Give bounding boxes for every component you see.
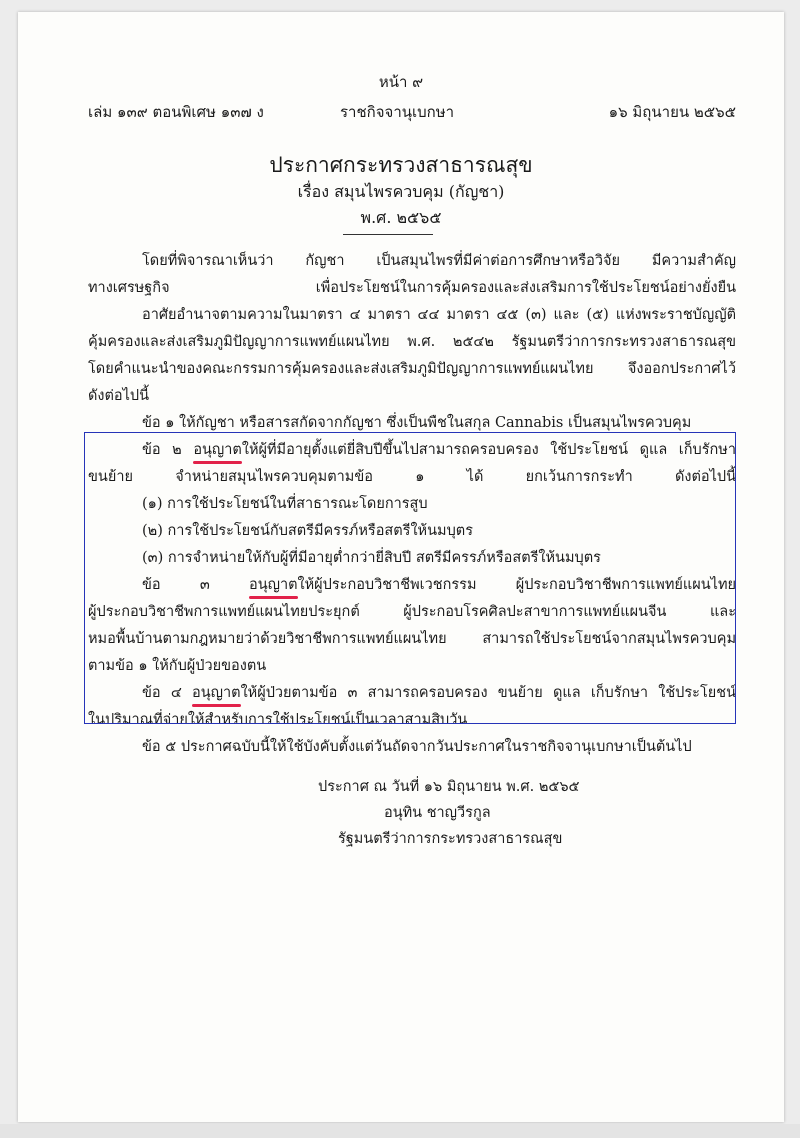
announce-date: ประกาศ ณ วันที่ ๑๖ มิถุนายน พ.ศ. ๒๕๖๕ <box>318 779 580 795</box>
clause-3-line: ตามข้อ ๑ ให้กับผู้ป่วยของตน <box>88 658 267 674</box>
body-line: อาศัยอำนาจตามความในมาตรา ๔ มาตรา ๔๔ มาตรา ๔๕ (๓) และ (๕) แห่งพระราชบัญญัติ <box>142 307 736 323</box>
clause-2-item: (๓) การจำหน่ายให้กับผู้ที่มีอายุต่ำกว่ายี่สิบปี สตรีมีครรภ์หรือสตรีให้นมบุตร <box>142 550 601 566</box>
clause-2-item: (๒) การใช้ประโยชน์กับสตรีมีครรภ์หรือสตรีให้นมบุตร <box>142 523 473 539</box>
clause-3-number: ข้อ ๓ <box>142 577 249 593</box>
clause-4-number: ข้อ ๔ <box>142 685 193 701</box>
permit-highlight: อนุญาต <box>249 572 298 599</box>
clause-1: ข้อ ๑ ให้กัญชา หรือสารสกัดจากกัญชา ซึ่งเป็นพืชในสกุล Cannabis เป็นสมุนไพรควบคุม <box>142 415 692 431</box>
document-year: พ.ศ. ๒๕๖๕ <box>360 208 442 227</box>
body-line: โดยคำแนะนำของคณะกรรมการคุ้มครองและส่งเสริมภูมิปัญญาการแพทย์แผนไทย จึงออกประกาศไว้ <box>88 361 736 377</box>
body-line: โดยที่พิจารณาเห็นว่า กัญชา เป็นสมุนไพรที่มีค่าต่อการศึกษาหรือวิจัย มีความสำคัญ <box>142 253 736 269</box>
clause-4-text: ให้ผู้ป่วยตามข้อ ๓ สามารถครอบครอง ขนย้าย ดูแล เก็บรักษา ใช้ประโยชน์ <box>240 685 736 701</box>
body-line: ดังต่อไปนี้ <box>88 388 150 404</box>
clause-3-text: ให้ผู้ประกอบวิชาชีพเวชกรรม ผู้ประกอบวิชาชีพการแพทย์แผนไทย <box>297 577 736 593</box>
clause-3-line: หมอพื้นบ้านตามกฎหมายว่าด้วยวิชาชีพการแพทย์แผนไทย สามารถใช้ประโยชน์จากสมุนไพรควบคุม <box>88 631 736 647</box>
clause-2-number: ข้อ ๒ <box>142 442 194 458</box>
body-line: คุ้มครองและส่งเสริมภูมิปัญญาการแพทย์แผนไทย พ.ศ. ๒๕๔๒ รัฐมนตรีว่าการกระทรวงสาธารณสุข <box>88 334 736 350</box>
highlight-box <box>84 432 736 724</box>
clause-5: ข้อ ๕ ประกาศฉบับนี้ให้ใช้บังคับตั้งแต่วันถัดจากวันประกาศในราชกิจจานุเบกษาเป็นต้นไป <box>142 739 692 755</box>
page-number: หน้า ๙ <box>378 73 424 91</box>
signer-position: รัฐมนตรีว่าการกระทรวงสาธารณสุข <box>338 831 563 847</box>
volume-issue: เล่ม ๑๓๙ ตอนพิเศษ ๑๓๗ ง <box>88 103 264 121</box>
clause-2-line: ขนย้าย จำหน่ายสมุนไพรควบคุมตามข้อ ๑ ได้ ยกเว้นการกระทำ ดังต่อไปนี้ <box>88 469 736 485</box>
clause-4-line: ในปริมาณที่จ่ายให้สำหรับการใช้ประโยชน์เป็นเวลาสามสิบวัน <box>88 712 468 728</box>
signer-name: อนุทิน ชาญวีรกูล <box>384 805 491 821</box>
clause-2-item: (๑) การใช้ประโยชน์ในที่สาธารณะโดยการสูบ <box>142 496 428 512</box>
clause-2-text: ให้ผู้ที่มีอายุตั้งแต่ยี่สิบปีขึ้นไปสามารถครอบครอง ใช้ประโยชน์ ดูแล เก็บรักษา <box>241 442 736 458</box>
document-subject: เรื่อง สมุนไพรควบคุม (กัญชา) <box>297 182 505 201</box>
body-line: ทางเศรษฐกิจ เพื่อประโยชน์ในการคุ้มครองและส่งเสริมการใช้ประโยชน์อย่างยั่งยืน <box>88 280 736 296</box>
permit-highlight: อนุญาต <box>193 437 242 464</box>
gazette-name: ราชกิจจานุเบกษา <box>340 103 455 121</box>
gazette-page <box>18 12 784 1122</box>
gazette-date: ๑๖ มิถุนายน ๒๕๖๕ <box>608 103 736 121</box>
permit-highlight: อนุญาต <box>192 680 241 707</box>
viewer-bottom-bar <box>0 1124 800 1138</box>
document-title: ประกาศกระทรวงสาธารณสุข <box>269 153 533 177</box>
title-underline <box>343 234 433 235</box>
clause-3-line: ผู้ประกอบวิชาชีพการแพทย์แผนไทยประยุกต์ ผู้ประกอบโรคศิลปะสาขาการแพทย์แผนจีน และ <box>88 604 736 620</box>
